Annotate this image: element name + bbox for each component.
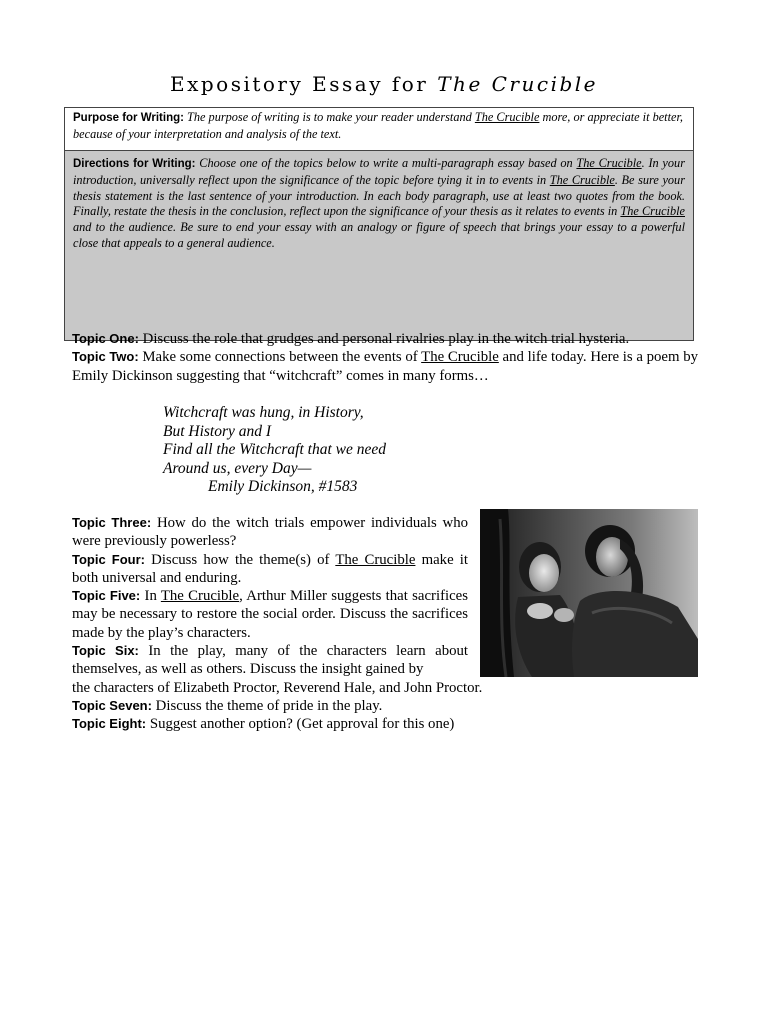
purpose-section [65, 108, 693, 151]
topic-five [72, 587, 468, 642]
purpose-text-2: more, or appreciate it better, because of your interpretation and analysis of the text. [73, 110, 683, 141]
page-title [0, 72, 768, 96]
directions-label: Directions for Writing: [73, 158, 196, 170]
topic-text-2: make it both universal and enduring. [72, 551, 469, 586]
title-italic: The Crucible [437, 72, 599, 96]
title-text: Expository Essay for [169, 72, 438, 96]
topic-label: Topic Six: [72, 643, 139, 659]
poem-line: Around us, every Day— [163, 459, 312, 477]
topic-label: Topic Eight: [72, 716, 147, 732]
topic-eight [72, 715, 698, 733]
purpose-label: Purpose for Writing: [73, 112, 184, 124]
topic-label: Topic Three: [72, 515, 152, 530]
topic-one [72, 330, 698, 348]
topic-text: Discuss the theme of pride in the play. [151, 697, 383, 714]
topic-three [72, 514, 468, 551]
directions-section [65, 156, 693, 252]
directions-book-title-3: The Crucible [620, 204, 685, 219]
topics-lower [72, 514, 698, 734]
directions-book-title: The Crucible [576, 156, 642, 170]
topic-text: Make some connections between the events of [138, 349, 422, 366]
topic-text: Discuss the role that grudges and personal rivalries play in the witch trial hysteria. [138, 331, 630, 347]
topic-label: Topic Two: [72, 349, 139, 365]
book-title: The Crucible [335, 551, 416, 568]
topics-upper [72, 330, 698, 385]
purpose-text: The purpose of writing is to make your reader understand [183, 110, 475, 124]
topic-six [72, 642, 468, 679]
poem-line: But History and I [163, 422, 272, 440]
topic-text: Discuss how the theme(s) of [144, 551, 336, 568]
topic-label: Topic Five: [72, 588, 141, 604]
topic-text: Suggest another option? (Get approval for this one) [146, 716, 455, 733]
topic-label: Topic One: [72, 331, 139, 346]
poem [163, 404, 386, 497]
poem-line: Witchcraft was hung, in History, [163, 404, 364, 421]
topic-label: Topic Seven: [72, 697, 152, 713]
directions-text-3: . Be sure your thesis statement is the last sentence of your introduction. In each body paragraph, use at least two quotes from the book. Finally, restate the thesis in the conclusion, reflect upon the significance of your thesis as it relates to events in [73, 172, 685, 219]
topic-label: Topic Four: [72, 551, 145, 567]
poem-line: Find all the Witchcraft that we need [163, 441, 386, 458]
topic-six-continued: the characters of Elizabeth Proctor, Reverend Hale, and John Proctor. [72, 679, 483, 696]
topic-four [72, 551, 468, 588]
directions-text-2: . In your introduction, universally reflect upon the significance of the topic before tying it in to events in [73, 156, 685, 187]
topic-two [72, 348, 698, 385]
directions-text-4: and to the audience. Be sure to end your essay with an analogy or figure of speech that brings your essay to a powerful close that appeals to a general audience. [73, 220, 685, 250]
topic-text: In [140, 588, 161, 605]
topic-text: In the play, many of the characters learn about themselves, as well as others. Discuss the insight gained by [72, 643, 469, 678]
instructions-box [64, 107, 694, 341]
directions-text: Choose one of the topics below to write a multi-paragraph essay based on [195, 156, 577, 170]
topic-seven [72, 697, 698, 715]
topics-beside-photo [72, 514, 468, 679]
purpose-book-title: The Crucible [474, 110, 540, 124]
directions-book-title-2: The Crucible [549, 172, 615, 187]
book-title: The Crucible [160, 588, 240, 605]
poem-attribution: Emily Dickinson, #1583 [208, 478, 358, 495]
topic-text-2: and life today. Here is a poem by Emily Dickinson suggesting that “witchcraft” comes in many forms… [72, 349, 699, 384]
topic-text: How do the witch trials empower individuals who were previously powerless? [72, 515, 469, 550]
topic-text-2: , Arthur Miller suggests that sacrifices may be necessary to restore the social order. Discuss the sacrifices made by the play’s characters. [72, 588, 468, 641]
book-title: The Crucible [421, 349, 499, 366]
